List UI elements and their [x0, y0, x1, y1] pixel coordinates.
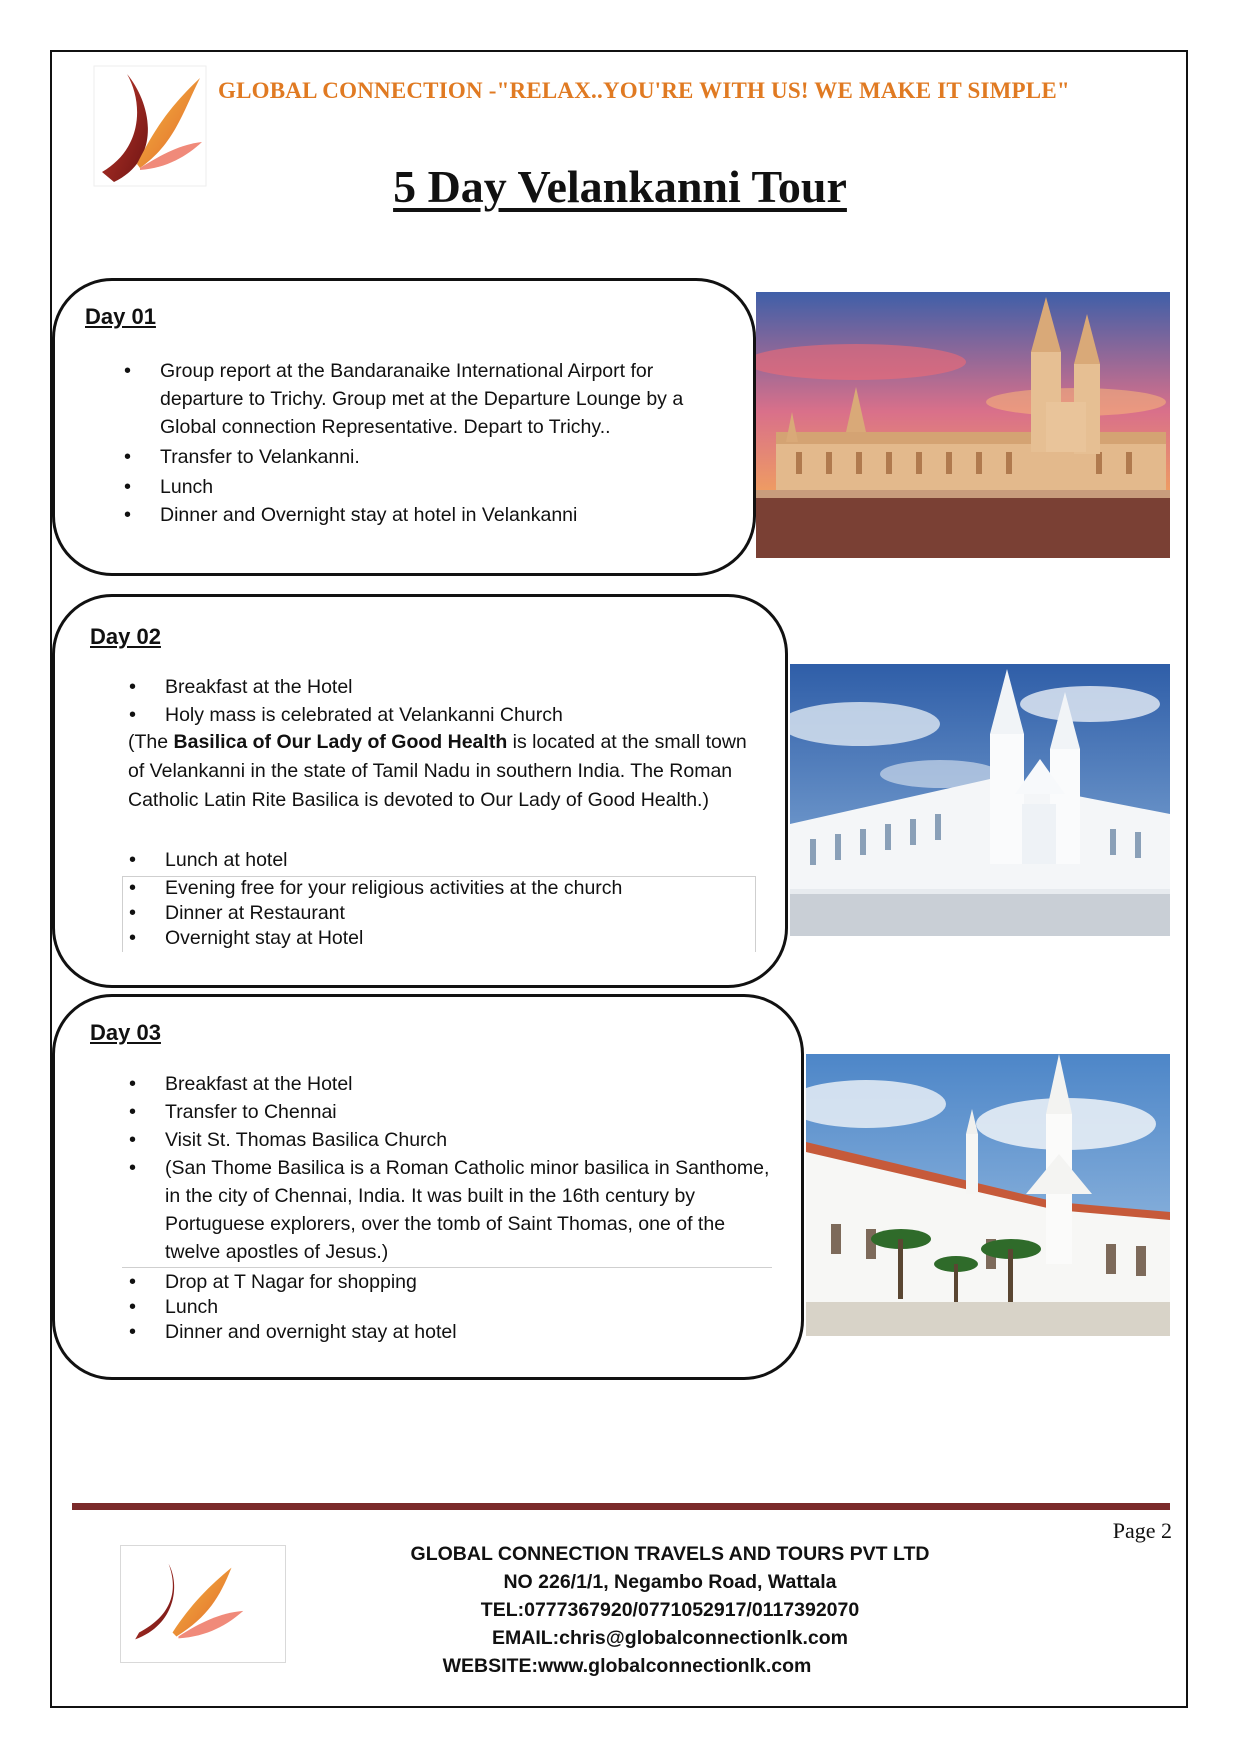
description-text: (The [128, 731, 174, 753]
list-item: • Group report at the Bandaranaike International Airport for departure to Trichy. Group met at the Departure Lounge by a Global connection Representative. Depart to Trichy.. [120, 357, 730, 441]
company-name: GLOBAL CONNECTION TRAVELS AND TOURS PVT LTD [410, 1543, 930, 1565]
day-03-list-top [125, 1070, 770, 1266]
list-item: • Breakfast at the Hotel [125, 673, 745, 701]
velankanni-basilica-daylight-photo [790, 664, 1170, 936]
velankanni-basilica-sunset-photo [756, 292, 1170, 558]
page-title: 5 Day Velankanni Tour [393, 161, 847, 212]
description-highlight: Basilica of Our Lady of Good Health [173, 731, 508, 753]
company-slogan: GLOBAL CONNECTION -"RELAX..YOU'RE WITH US! WE MAKE IT SIMPLE" [218, 78, 1070, 103]
list-item: • Overnight stay at Hotel [125, 926, 745, 951]
list-item: • Transfer to Chennai [125, 1098, 770, 1126]
day-02-title: Day 02 [90, 624, 161, 649]
list-item: • Breakfast at the Hotel [125, 1070, 770, 1098]
list-item: • Lunch at hotel [125, 846, 745, 874]
company-address: NO 226/1/1, Negambo Road, Wattala [503, 1571, 837, 1593]
day-03-list-bottom [125, 1270, 770, 1345]
description-text: is located at the small town of Velankanni in the state of Tamil Nadu in southern India. The Roman Catholic Latin Rite Basilica is devoted to Our Lady of Good Health.) [128, 731, 747, 811]
page-number: Page 2 [1112, 1518, 1172, 1543]
list-item: • Drop at T Nagar for shopping [125, 1270, 770, 1295]
list-item: • Lunch [120, 473, 730, 501]
day-01-list [120, 357, 730, 529]
footer-contact [330, 1540, 1010, 1680]
list-item: • (San Thome Basilica is a Roman Catholic minor basilica in Santhome, in the city of Chennai, India. It was built in the 16th century by Portuguese explorers, over the tomb of Saint Thomas, one of the twelve apostles of Jesus.) [125, 1154, 770, 1266]
day-03-title: Day 03 [90, 1020, 161, 1045]
day-02-list-bottom [125, 876, 745, 951]
company-email: EMAIL:chris@globalconnectionlk.com [492, 1627, 848, 1649]
company-website: WEBSITE:www.globalconnectionlk.com [442, 1655, 812, 1677]
list-item: • Lunch [125, 1295, 770, 1320]
list-item: • Visit St. Thomas Basilica Church [125, 1126, 770, 1154]
divider [122, 1267, 772, 1268]
list-item: • Dinner and overnight stay at hotel [125, 1320, 770, 1345]
list-item: • Dinner at Restaurant [125, 901, 745, 926]
day-02-list-top [125, 673, 745, 729]
day-02-list-middle [125, 846, 745, 874]
footer-divider [72, 1503, 1170, 1510]
san-thome-basilica-photo [806, 1054, 1170, 1336]
list-item: • Holy mass is celebrated at Velankanni Church [125, 701, 745, 729]
list-item: • Transfer to Velankanni. [120, 443, 730, 471]
list-item: • Dinner and Overnight stay at hotel in Velankanni [120, 501, 730, 529]
footer-logo [120, 1545, 286, 1663]
day-01-title: Day 01 [85, 304, 156, 329]
day-02-description [128, 728, 768, 815]
company-phone: TEL:0777367920/0771052917/0117392070 [480, 1599, 860, 1621]
list-item: • Evening free for your religious activities at the church [125, 876, 745, 901]
